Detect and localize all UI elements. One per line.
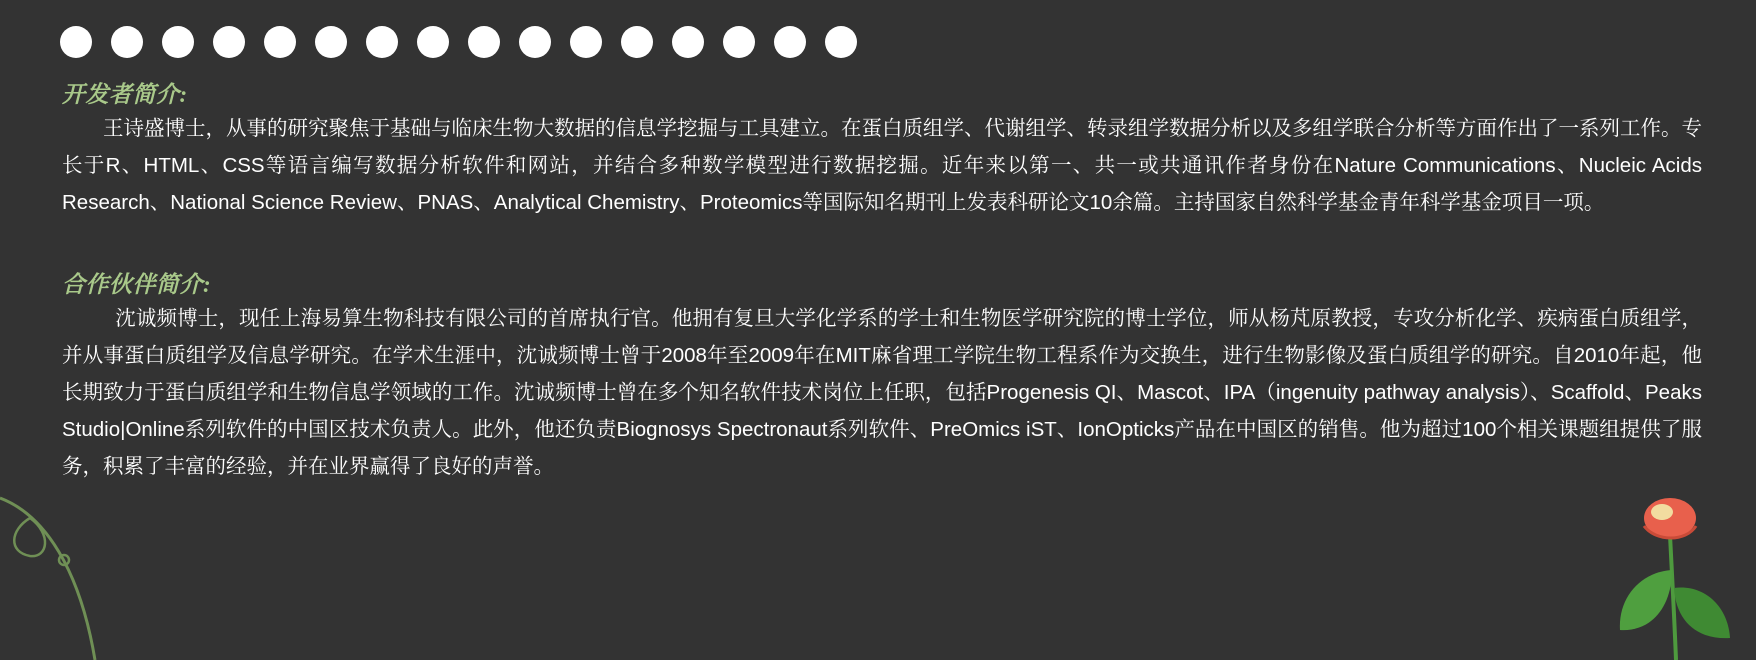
dot-icon xyxy=(519,26,551,58)
dot-icon xyxy=(111,26,143,58)
dot-icon xyxy=(774,26,806,58)
dot-icon xyxy=(468,26,500,58)
dot-icon xyxy=(60,26,92,58)
dot-icon xyxy=(264,26,296,58)
vine-decoration-icon xyxy=(0,490,150,660)
dot-icon xyxy=(315,26,347,58)
dot-icon xyxy=(213,26,245,58)
developer-section-heading: 开发者简介: xyxy=(62,82,188,107)
developer-section-body: 王诗盛博士，从事的研究聚焦于基础与临床生物大数据的信息学挖掘与工具建立。在蛋白质组学、代谢组学、转录组学数据分析以及多组学联合分析等方面作出了一系列工作。专长于R、HTML、CSS等语言编写数据分析软件和网站，并结合多种数学模型进行数据挖掘。近年来以第一、共一或共通讯作者身份在Nature Communications、Nucleic Acids Research、National Science Review、PNAS、Analytical Chemistry、Proteomics等国际知名期刊上发表科研论文10余篇。主持国家自然科学基金青年科学基金项目一项。 xyxy=(62,117,1702,214)
partner-section-body: 沈诚频博士，现任上海易算生物科技有限公司的首席执行官。他拥有复旦大学化学系的学士和生物医学研究院的博士学位，师从杨芃原教授，专攻分析化学、疾病蛋白质组学，并从事蛋白质组学及信息学研究。在学术生涯中，沈诚频博士曾于2008年至2009年在MIT麻省理工学院生物工程系作为交换生，进行生物影像及蛋白质组学的研究。自2010年起，他长期致力于蛋白质组学和生物信息学领域的工作。沈诚频博士曾在多个知名软件技术岗位上任职，包括Progenesis QI、Mascot、IPA（ingenuity pathway analysis）、Scaffold、Peaks Studio|Online系列软件的中国区技术负责人。此外，他还负责Biognosys Spectronaut系列软件、PreOmics iST、IonOpticks产品在中国区的销售。他为超过100个相关课题组提供了服务，积累了丰富的经验，并在业界赢得了良好的声誉。 xyxy=(62,307,1702,478)
dot-icon xyxy=(825,26,857,58)
dot-icon xyxy=(570,26,602,58)
dot-icon xyxy=(417,26,449,58)
dot-icon xyxy=(162,26,194,58)
dot-icon xyxy=(672,26,704,58)
partner-section-heading: 合作伙伴简介: xyxy=(62,272,212,297)
dot-icon xyxy=(621,26,653,58)
dot-icon xyxy=(723,26,755,58)
dot-icon xyxy=(366,26,398,58)
flower-decoration-icon xyxy=(1600,480,1750,660)
decorative-dot-row xyxy=(60,26,857,58)
